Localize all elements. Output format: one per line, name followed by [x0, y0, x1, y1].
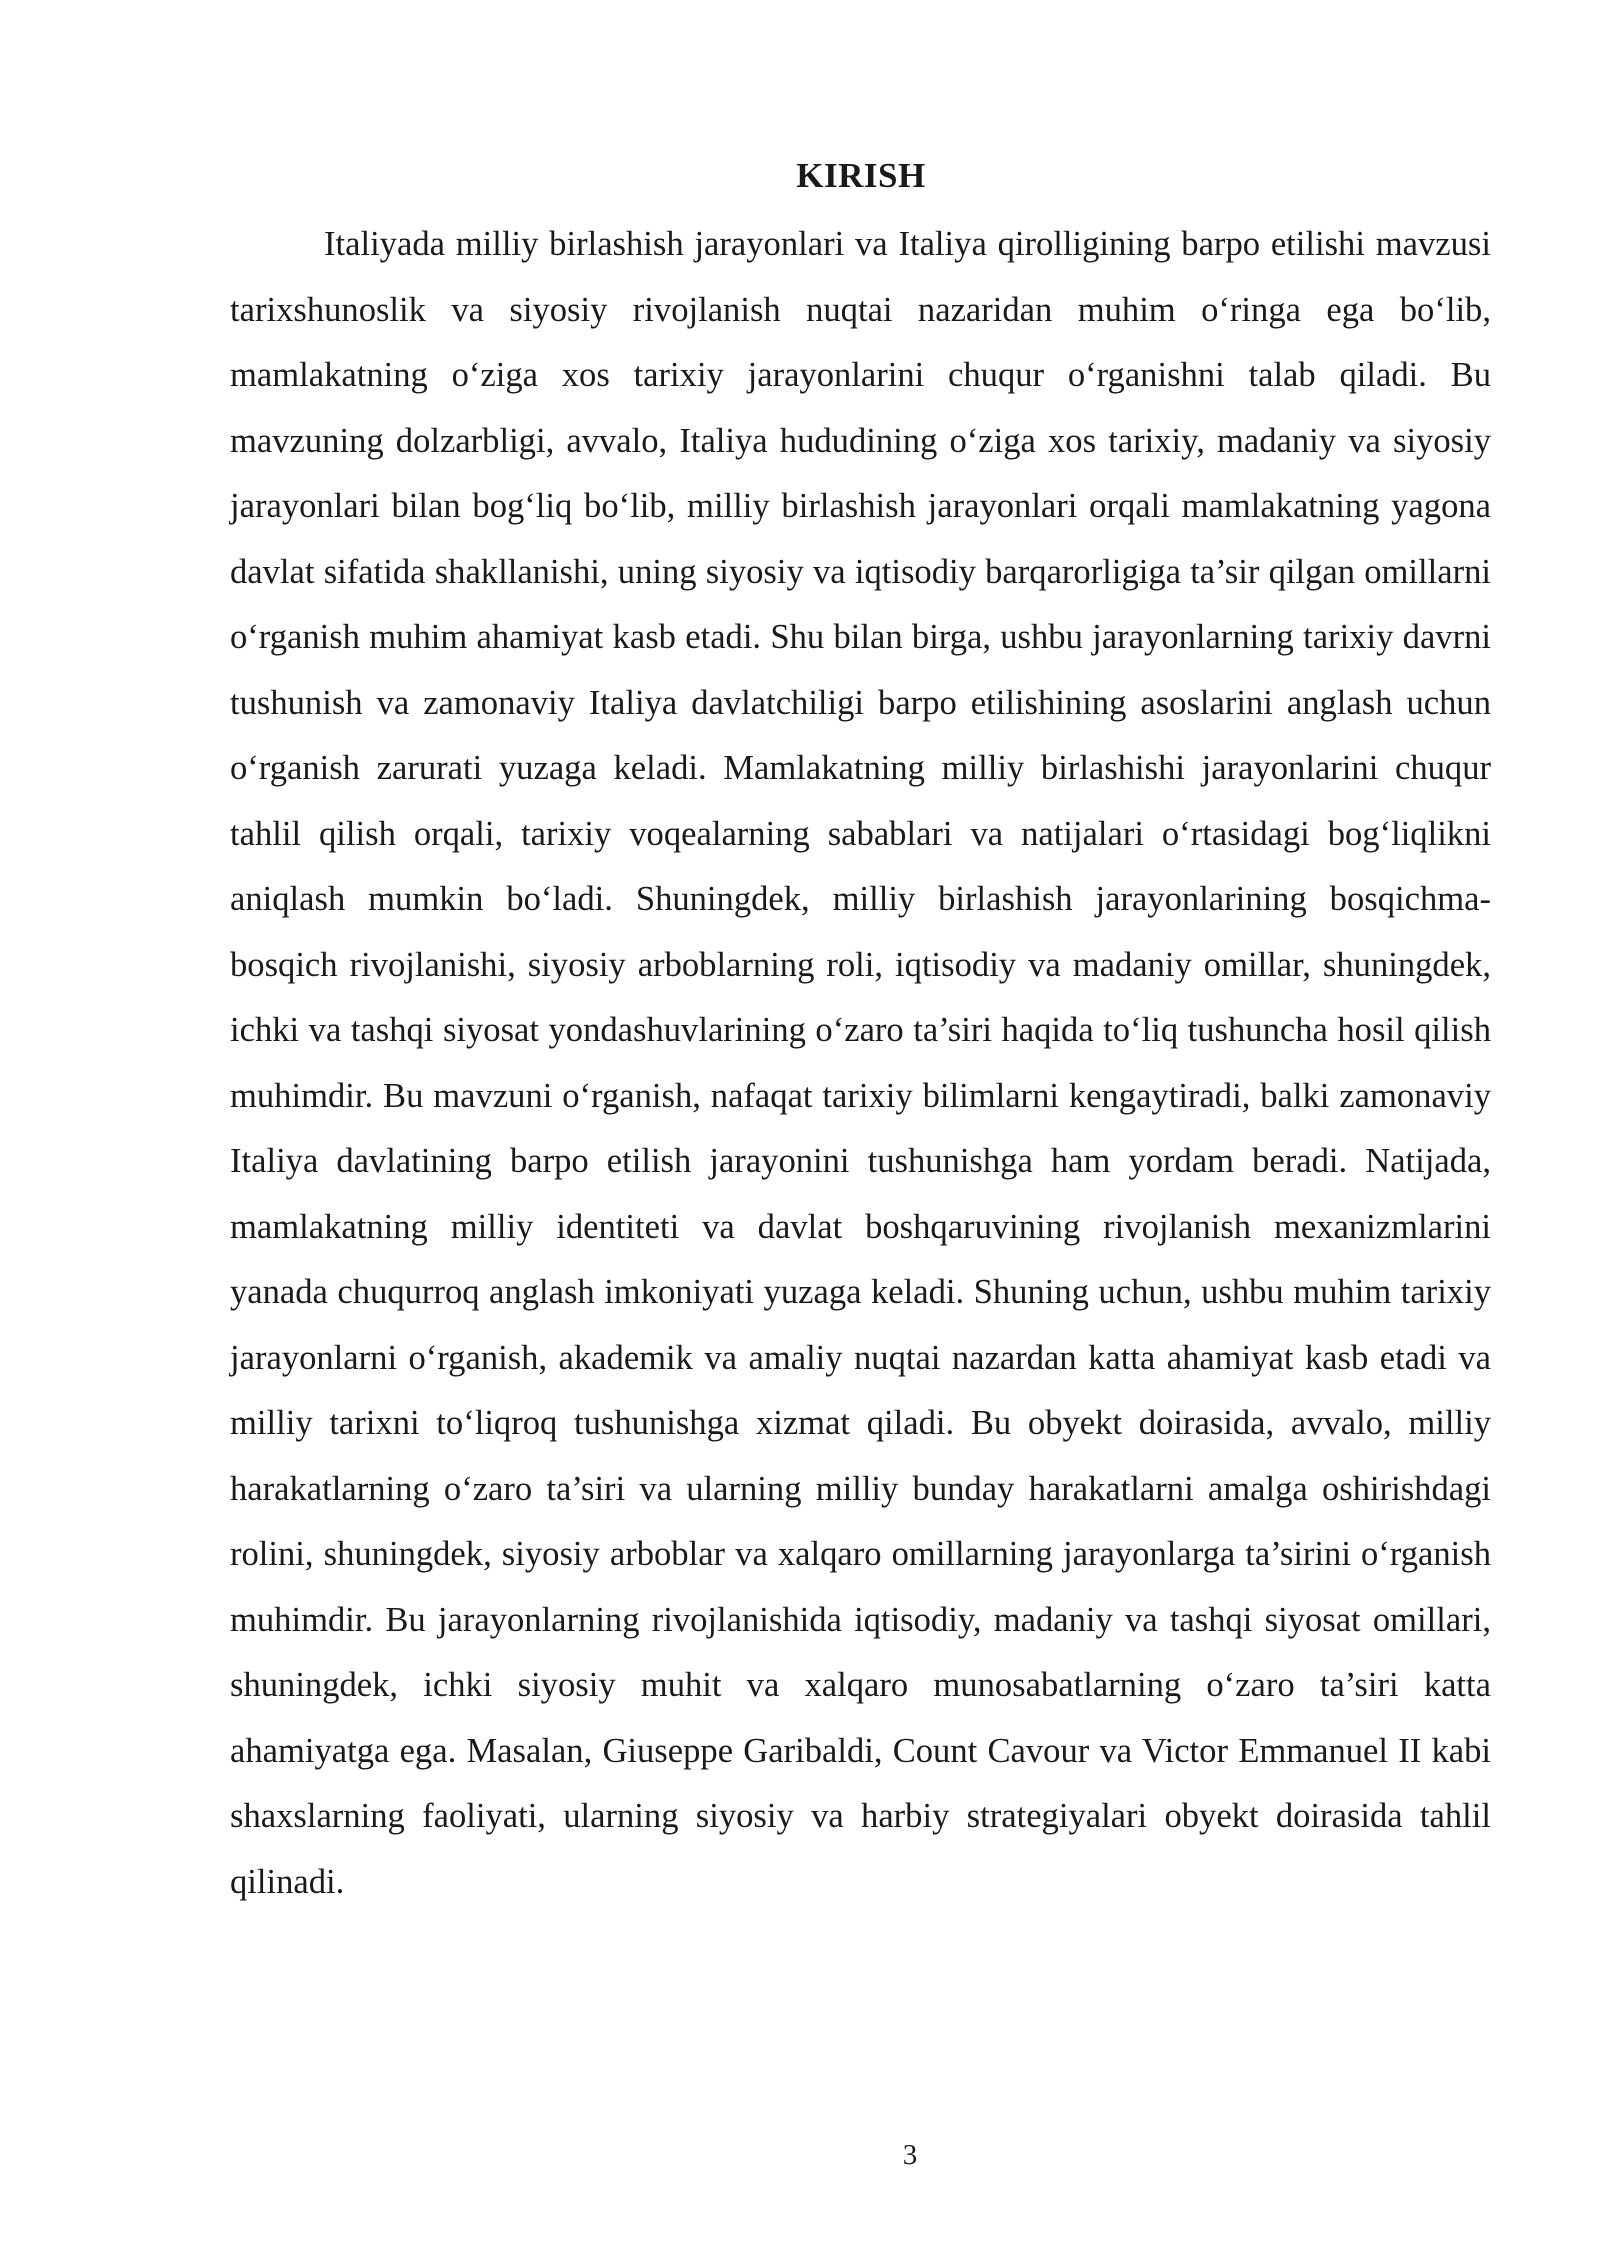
section-heading: KIRISH [796, 156, 926, 195]
page-number: 3 [902, 2139, 918, 2171]
body-paragraph: Italiyada milliy birlashish jarayonlari va Italiya qirolligining barpo etilishi mavzusi tarixshunoslik va siyosiy rivojlanish nuqtai nazaridan muhim o‘ringa ega bo‘lib, mamlakatning o‘ziga xos tarixiy jarayonlarini chuqur o‘rganishni talab qiladi. Bu mavzuning dolzarbligi, avvalo, Italiya hududining o‘ziga xos tarixiy, madaniy va siyosiy jarayonlari bilan bog‘liq bo‘lib, milliy birlashish jarayonlari orqali mamlakatning yagona davlat sifatida shakllanishi, uning siyosiy va iqtisodiy barqarorligiga ta’sir qilgan omillarni o‘rganish muhim ahamiyat kasb etadi. Shu bilan birga, ushbu jarayonlarning tarixiy davrni tushunish va zamonaviy Italiya davlatchiligi barpo etilishining asoslarini anglash uchun o‘rganish zarurati yuzaga keladi. Mamlakatning milliy birlashishi jarayonlarini chuqur tahlil qilish orqali, tarixiy voqealarning sabablari va natijalari o‘rtasidagi bog‘liqlikni aniqlash mumkin bo‘ladi. Shuningdek, milliy birlashish jarayonlarining bosqichma-bosqich rivojlanishi, siyosiy arboblarning roli, iqtisodiy va madaniy omillar, shuningdek, ichki va tashqi siyosat yondashuvlarining o‘zaro ta’siri haqida to‘liq tushuncha hosil qilish muhimdir. Bu mavzuni o‘rganish, nafaqat tarixiy bilimlarni kengaytiradi, balki zamonaviy Italiya davlatining barpo etilish jarayonini tushunishga ham yordam beradi. Natijada, mamlakatning milliy identiteti va davlat boshqaruvining rivojlanish mexanizmlarini yanada chuqurroq anglash imkoniyati yuzaga keladi. Shuning uchun, ushbu muhim tarixiy jarayonlarni o‘rganish, akademik va amaliy nuqtai nazardan katta ahamiyat kasb etadi va milliy tarixni to‘liqroq tushunishga xizmat qiladi. Bu obyekt doirasida, avvalo, milliy harakatlarning o‘zaro ta’siri va ularning milliy bunday harakatlarni amalga oshirishdagi rolini, shuningdek, siyosiy arboblar va xalqaro omillarning jarayonlarga ta’sirini o‘rganish muhimdir. Bu jarayonlarning rivojlanishida iqtisodiy, madaniy va tashqi siyosat omillari, shuningdek, ichki siyosiy muhit va xalqaro munosabatlarning o‘zaro ta’siri katta ahamiyatga ega. Masalan, Giuseppe Garibaldi, Count Cavour va Victor Emmanuel II kabi shaxslarning faoliyati, ularning siyosiy va harbiy strategiyalari obyekt doirasida tahlil qilinadi. [230, 225, 1491, 1901]
